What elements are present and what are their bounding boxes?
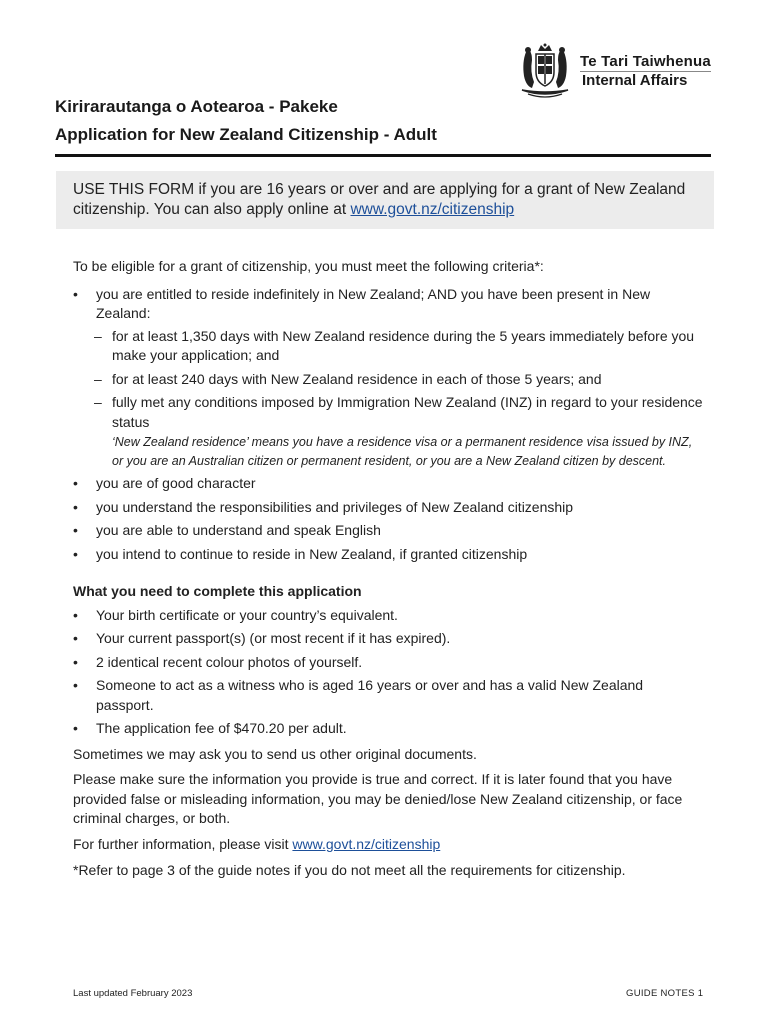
- title-divider: [55, 154, 711, 157]
- citizenship-link-banner[interactable]: www.govt.nz/citizenship: [350, 201, 515, 218]
- list-item: • you are able to understand and speak English: [73, 521, 703, 541]
- other-documents-note: Sometimes we may ask you to send us other original documents.: [73, 745, 477, 762]
- guide-content: [73, 257, 703, 881]
- banner-text: USE THIS FORM if you are 16 years or over and are applying for a grant of New Zealand citizenship. You can also apply online at: [73, 181, 686, 218]
- page-title-english: Application for New Zealand Citizenship - Adult: [55, 125, 437, 144]
- list-item: • you are of good character: [73, 474, 703, 494]
- citizenship-link-further-info[interactable]: www.govt.nz/citizenship: [292, 835, 441, 852]
- list-item: • you understand the responsibilities and privileges of New Zealand citizenship: [73, 498, 703, 518]
- accuracy-warning: Please make sure the information you provide is true and correct. If it is later found that you have provided false or misleading information, you may be denied/lose New Zealand citizenship, or face criminal charges, or both.: [73, 771, 683, 826]
- list-item: • Someone to act as a witness who is aged 16 years or over and has a valid New Zealand passport.: [73, 676, 703, 715]
- coat-of-arms-icon: [514, 42, 576, 100]
- list-item: • 2 identical recent colour photos of yourself.: [73, 653, 703, 673]
- residence-sublist: [92, 327, 703, 472]
- page-title-maori: Kirirarautanga o Aotearoa - Pakeke: [55, 97, 338, 116]
- dia-logo: [514, 42, 711, 100]
- requirements-footnote: *Refer to page 3 of the guide notes if you do not meet all the requirements for citizenship.: [73, 862, 626, 878]
- list-item: • The application fee of $470.20 per adult.: [73, 719, 703, 739]
- list-item: • you intend to continue to reside in New Zealand, if granted citizenship: [73, 545, 703, 565]
- requirements-heading: What you need to complete this application: [73, 583, 362, 599]
- further-info: For further information, please visit www.govt.nz/citizenship: [73, 835, 441, 852]
- list-item: – for at least 1,350 days with New Zealand residence during the 5 years immediately before you make your application; and: [92, 327, 703, 366]
- residence-definition-note: ‘New Zealand residence’ means you have a residence visa or a permanent residence visa issued by INZ, or you are an Australian citizen or permanent resident, or you are a New Zealand citizen by descent.: [112, 435, 693, 468]
- list-item: • Your birth certificate or your country’s equivalent.: [73, 606, 703, 626]
- eligibility-list: [73, 285, 703, 565]
- eligibility-intro: To be eligible for a grant of citizenship, you must meet the following criteria*:: [73, 258, 544, 274]
- logo-maori-name: Te Tari Taiwhenua: [580, 53, 711, 70]
- form-usage-banner: [56, 171, 714, 229]
- requirements-list: [73, 606, 703, 739]
- list-item: • Your current passport(s) (or most recent if it has expired).: [73, 629, 703, 649]
- list-item: • you are entitled to reside indefinitely in New Zealand; AND you have been present in New Zealand: – for at least 1,350 days with New Zealand residence during the 5 years immediately before you make your application; and – for at least 240 days with New Zealand residence in each of those 5 years; and – fully met any conditions imposed by Immigration New Zealand (INZ) in regard to your residence status ‘New Zealand residence’ means you have a residence visa or a permanent residence visa issued by INZ, or you are an Australian citizen or permanent resident, or you are a New Zealand citizen by descent.: [73, 285, 703, 472]
- list-item: – for at least 240 days with New Zealand residence in each of those 5 years; and: [92, 370, 703, 390]
- logo-english-name: Internal Affairs: [582, 72, 688, 89]
- last-updated: Last updated February 2023: [73, 988, 193, 999]
- list-item: – fully met any conditions imposed by Immigration New Zealand (INZ) in regard to your residence status ‘New Zealand residence’ means you have a residence visa or a permanent residence visa issued by INZ, or you are an Australian citizen or permanent resident, or you are a New Zealand citizen by descent.: [92, 393, 703, 471]
- page-label: GUIDE NOTES 1: [626, 988, 704, 999]
